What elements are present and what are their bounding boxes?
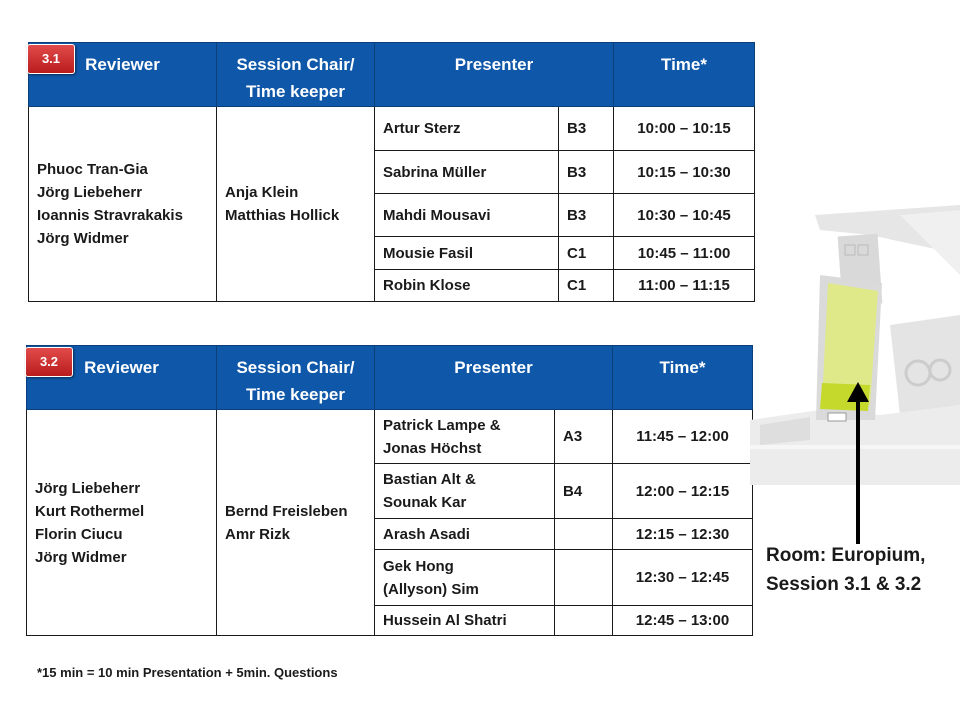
paper-code bbox=[555, 606, 613, 636]
presenter-header: Presenter bbox=[375, 346, 613, 410]
session-3-1-table bbox=[28, 42, 755, 302]
time-slot: 12:30 – 12:45 bbox=[613, 550, 753, 606]
paper-code: C1 bbox=[559, 237, 614, 270]
room-label: Room: Europium, Session 3.1 & 3.2 bbox=[766, 545, 926, 595]
time-slot: 10:45 – 11:00 bbox=[614, 237, 755, 270]
reviewer-header: Reviewer bbox=[29, 43, 217, 107]
presenter-name: Robin Klose bbox=[375, 270, 559, 302]
footnote: *15 min = 10 min Presentation + 5min. Questions bbox=[37, 665, 338, 680]
paper-code: B3 bbox=[559, 194, 614, 237]
chair-list: Bernd Freisleben Amr Rizk bbox=[217, 410, 375, 636]
time-slot: 12:45 – 13:00 bbox=[613, 606, 753, 636]
chair-list: Anja Klein Matthias Hollick bbox=[217, 107, 375, 302]
presenter-name: Bastian Alt & Sounak Kar bbox=[375, 464, 555, 519]
presenter-name: Mahdi Mousavi bbox=[375, 194, 559, 237]
time-slot: 11:45 – 12:00 bbox=[613, 410, 753, 464]
chair-header: Session Chair/ Time keeper bbox=[217, 43, 375, 107]
time-slot: 10:30 – 10:45 bbox=[614, 194, 755, 237]
presenter-name: Artur Sterz bbox=[375, 107, 559, 151]
time-header: Time* bbox=[613, 346, 753, 410]
chair-header: Session Chair/ Time keeper bbox=[217, 346, 375, 410]
presenter-name: Hussein Al Shatri bbox=[375, 606, 555, 636]
paper-code: B3 bbox=[559, 107, 614, 151]
arrow-up-icon bbox=[843, 382, 873, 544]
paper-code: B4 bbox=[555, 464, 613, 519]
time-header: Time* bbox=[614, 43, 755, 107]
time-slot: 10:00 – 10:15 bbox=[614, 107, 755, 151]
time-slot: 12:00 – 12:15 bbox=[613, 464, 753, 519]
session-3-2-table bbox=[26, 345, 753, 636]
paper-code bbox=[555, 550, 613, 606]
presenter-name: Gek Hong (Allyson) Sim bbox=[375, 550, 555, 606]
presenter-name: Patrick Lampe & Jonas Höchst bbox=[375, 410, 555, 464]
presenter-name: Arash Asadi bbox=[375, 519, 555, 550]
time-slot: 10:15 – 10:30 bbox=[614, 151, 755, 194]
paper-code: B3 bbox=[559, 151, 614, 194]
presenter-name: Sabrina Müller bbox=[375, 151, 559, 194]
reviewer-list: Jörg Liebeherr Kurt Rothermel Florin Ciucu Jörg Widmer bbox=[27, 410, 217, 636]
paper-code: A3 bbox=[555, 410, 613, 464]
presenter-header: Presenter bbox=[375, 43, 614, 107]
reviewer-list: Phuoc Tran-Gia Jörg Liebeherr Ioannis Stravrakakis Jörg Widmer bbox=[29, 107, 217, 302]
time-slot: 12:15 – 12:30 bbox=[613, 519, 753, 550]
session-badge: 3.2 bbox=[25, 347, 73, 377]
time-slot: 11:00 – 11:15 bbox=[614, 270, 755, 302]
presenter-name: Mousie Fasil bbox=[375, 237, 559, 270]
session-badge: 3.1 bbox=[27, 44, 75, 74]
reviewer-header: Reviewer bbox=[27, 346, 217, 410]
paper-code: C1 bbox=[559, 270, 614, 302]
paper-code bbox=[555, 519, 613, 550]
